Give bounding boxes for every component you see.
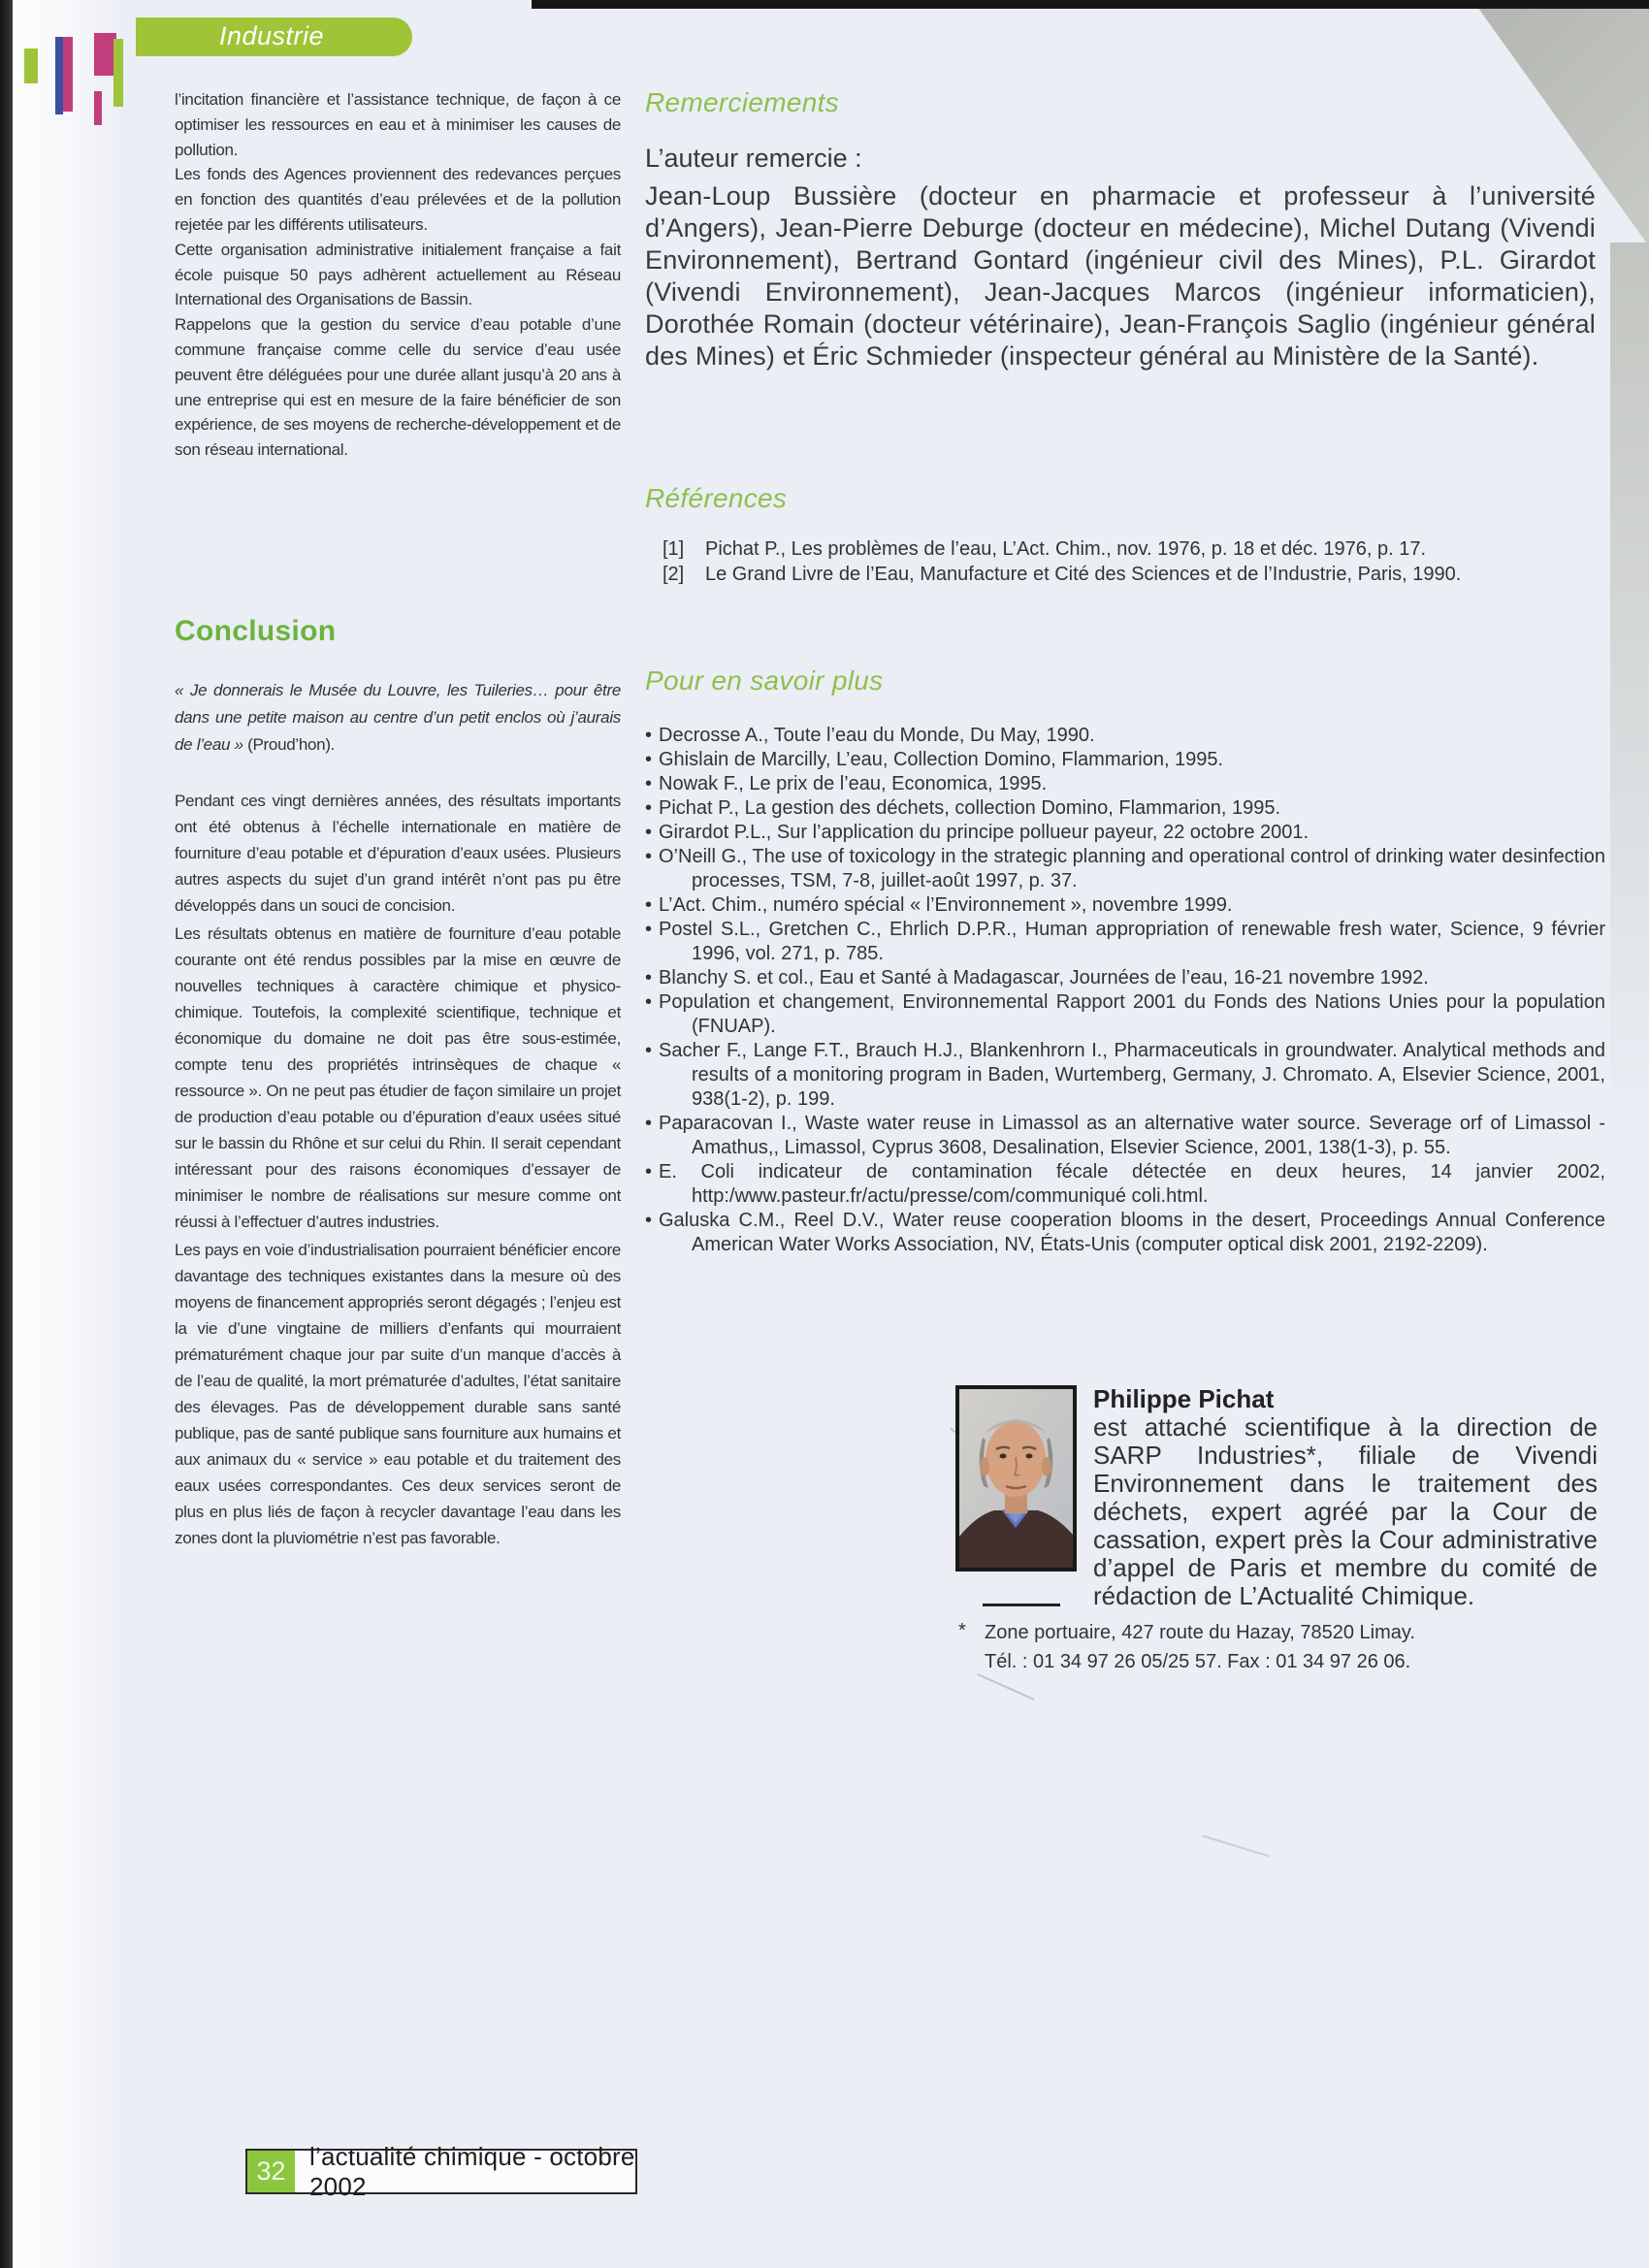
quote-attribution: (Proud’hon). [242, 735, 336, 754]
bullet-icon: • [645, 919, 653, 940]
conclusion-quote [175, 677, 621, 759]
decorative-bar-green [24, 49, 38, 83]
bio-line: déchets, expert agréé par la Cour de [1093, 1497, 1598, 1526]
bullet-icon: • [645, 1161, 653, 1183]
paragraph: Cette organisation administrative initialement française a fait école puisque 50 pays adhèrent actuellement au Réseau International des Organisations de Bassin. [175, 240, 621, 309]
bio-line: rédaction de L’Actualité Chimique. [1093, 1581, 1475, 1610]
bullet-icon: • [645, 991, 653, 1013]
bio-line: SARP Industries*, filiale de Vivendi [1093, 1441, 1598, 1470]
paragraph: Les résultats obtenus en matière de fourniture d’eau potable courante ont été rendus possibles par la mise en œuvre de nouvelles techniques à caractère chimique et physico-chimique. Toutefois, la complexité scientifique, technique et économique du domaine ne doit pas être sous-estimée, compte tenu des propriétés intrinsèques de chaque « ressource ». On ne peut pas étudier de façon similaire un projet de production d’eau potable ou d’épuration d’eaux usées situé sur le bassin du Rhône et sur celui du Rhin. Il serait cependant intéressant pour des raisons économiques d’essayer de minimiser le nombre de réalisations sur mesure comme ont réussi à l’effectuer d’autres industries. [175, 924, 621, 1231]
list-item [645, 821, 1605, 845]
author-bio [1093, 1385, 1598, 1610]
paragraph: Les fonds des Agences proviennent des redevances perçues en fonction des quantités d’eau prélevées et de la pollution rejetée par les différents utilisateurs. [175, 165, 621, 234]
reference-number: [2] [663, 564, 685, 585]
list-item [645, 845, 1605, 893]
paragraph: Pendant ces vingt dernières années, des résultats importants ont été obtenus à l’échelle internationale en matière de fourniture d’eau potable et d’épuration d’eaux usées. Plusieurs autres aspects du sujet d’un grand intérêt n’ont pas pu être développés dans un souci de concision. [175, 792, 621, 915]
list-item [645, 1112, 1605, 1160]
references-list [645, 537, 1600, 588]
bio-line: d’appel de Paris et membre du comité de [1093, 1553, 1598, 1582]
bullet-icon: • [645, 749, 653, 770]
scan-right-shadow [1610, 243, 1649, 1135]
footnote-address: Zone portuaire, 427 route du Hazay, 78520 Limay. [985, 1622, 1415, 1643]
scan-top-edge [532, 0, 1649, 9]
savoir-plus-list [645, 724, 1605, 1257]
author-name: Philippe Pichat [1093, 1385, 1275, 1413]
list-item-text: Population et changement, Environnemental Rapport 2001 du Fonds des Nations Unies pour la population (FNUAP). [659, 991, 1605, 1037]
list-item-text: Blanchy S. et col., Eau et Santé à Madagascar, Journées de l’eau, 16-21 novembre 1992. [659, 967, 1429, 988]
footnote-asterisk: * [958, 1620, 966, 1641]
scan-scratch [977, 1673, 1034, 1701]
references-heading: Références [645, 483, 788, 513]
reference-text: Le Grand Livre de l’Eau, Manufacture et Cité des Sciences et de l’Industrie, Paris, 1990. [705, 564, 1462, 585]
list-item-text: Pichat P., La gestion des déchets, collection Domino, Flammarion, 1995. [659, 797, 1281, 819]
decorative-bar-pink [63, 37, 73, 112]
conclusion-body [175, 788, 621, 1551]
list-item [645, 1039, 1605, 1112]
page-footer [245, 2141, 637, 2201]
list-item [645, 1160, 1605, 1209]
decorative-bar-green [113, 39, 123, 107]
left-column-intro [175, 87, 621, 463]
decorative-bar-pink [94, 91, 102, 125]
journal-title: l’actualité chimique - octobre 2002 [309, 2141, 635, 2201]
savoir-plus-heading: Pour en savoir plus [645, 665, 884, 696]
section-tab-industrie [136, 17, 412, 56]
bullet-icon: • [645, 1113, 653, 1134]
bullet-icon: • [645, 725, 653, 746]
author-portrait-illustration [959, 1389, 1073, 1568]
remerciements-intro: L’auteur remercie : [645, 144, 862, 173]
list-item-text: Paparacovan I., Waste water reuse in Limassol as an alternative water source. Severage orf of Limassol - Amathus,, Limassol, Cyprus 3608, Desalination, Elsevier Science, 2001, 138(1-3), p. 55. [659, 1113, 1605, 1158]
list-item [645, 966, 1605, 990]
list-item-text: L’Act. Chim., numéro spécial « l’Environnement », novembre 1999. [659, 894, 1233, 916]
page-curl-highlight [13, 0, 124, 2268]
list-item [645, 724, 1605, 748]
bio-line: Environnement dans le traitement des [1093, 1469, 1598, 1498]
bullet-icon: • [645, 846, 653, 867]
list-item-text: E. Coli indicateur de contamination fécale détectée en deux heures, 14 janvier 2002, http:/www.pasteur.fr/actu/presse/com/communiqué coli.html. [659, 1161, 1605, 1207]
bullet-icon: • [645, 1210, 653, 1231]
reference-number: [1] [663, 538, 685, 560]
scan-scratch [1202, 1835, 1269, 1858]
page-number-badge: 32 [247, 2151, 295, 2192]
list-item-text: Nowak F., Le prix de l’eau, Economica, 1995. [659, 773, 1048, 794]
list-item-text: Girardot P.L., Sur l’application du principe pollueur payeur, 22 octobre 2001. [659, 822, 1310, 843]
bullet-icon: • [645, 797, 653, 819]
reference-item [645, 537, 1600, 562]
address-footnote [958, 1618, 1599, 1676]
footnote-phone: Tél. : 01 34 97 26 05/25 57. Fax : 01 34 97 26 06. [985, 1651, 1411, 1672]
reference-text: Pichat P., Les problèmes de l’eau, L’Act. Chim., nov. 1976, p. 18 et déc. 1976, p. 17. [705, 538, 1427, 560]
bullet-icon: • [645, 773, 653, 794]
footnote-rule [983, 1604, 1060, 1606]
paragraph: l’incitation financière et l’assistance technique, de façon à ce optimiser les ressources en eau et à minimiser les causes de pollution. [175, 90, 621, 159]
reference-item [645, 563, 1600, 587]
author-photo [955, 1385, 1077, 1571]
list-item-text: Postel S.L., Gretchen C., Ehrlich D.P.R., Human appropriation of renewable fresh water, Science, 9 février 1996, vol. 271, p. 785. [659, 919, 1605, 964]
bio-line: cassation, expert près la Cour administrative [1093, 1525, 1598, 1554]
list-item [645, 796, 1605, 821]
list-item [645, 748, 1605, 772]
bio-line: est attaché scientifique à la direction de [1093, 1412, 1598, 1442]
quote-text: « Je donnerais le Musée du Louvre, les Tuileries… pour être dans une petite maison au centre d’un petit enclos où j’aurais de l’eau » [175, 681, 621, 754]
list-item [645, 772, 1605, 796]
list-item-text: Ghislain de Marcilly, L’eau, Collection Domino, Flammarion, 1995. [659, 749, 1224, 770]
list-item-text: O’Neill G., The use of toxicology in the strategic planning and operational control of drinking water desinfection processes, TSM, 7-8, juillet-août 1997, p. 37. [659, 846, 1605, 891]
bullet-icon: • [645, 822, 653, 843]
bullet-icon: • [645, 967, 653, 988]
list-item [645, 990, 1605, 1039]
decorative-bar-blue [55, 37, 63, 114]
bullet-icon: • [645, 1040, 653, 1061]
paragraph: Les pays en voie d’industrialisation pourraient bénéficier encore davantage des techniques existantes dans la mesure où des moyens de financement appropriés seront dégagés ; l’enjeu est la vie d’une vingtaine de milliers d’enfants qui mourraient prématurément chaque jour par suite d’un manque d’accès à de l’eau de qualité, la mort prématurée d’adultes, l’état sanitaire des élevages. Pas de développement durable sans santé publique, pas de santé publique sans fourniture aux humains et aux animaux du « service » eau potable et du traitement des eaux usées correspondantes. Ces deux services seront de plus en plus liés de façon à recycler davantage l’eau dans les zones dont la pluviométrie n’est pas favorable. [175, 1241, 621, 1547]
list-item [645, 918, 1605, 966]
scan-left-edge [0, 0, 13, 2268]
conclusion-heading: Conclusion [175, 615, 337, 647]
paragraph: Rappelons que la gestion du service d’eau potable d’une commune française comme celle du service d’eau usée peuvent être déléguées pour une durée allant jusqu’à 20 ans à une entreprise qui est en mesure de la faire bénéficier de son expérience, de ses moyens de recherche-développement et de son réseau international. [175, 315, 621, 460]
section-tab-label: Industrie [219, 21, 325, 50]
remerciements-heading: Remerciements [645, 87, 839, 117]
list-item [645, 1209, 1605, 1257]
list-item [645, 893, 1605, 918]
list-item-text: Decrosse A., Toute l’eau du Monde, Du May, 1990. [659, 725, 1095, 746]
remerciements-body: Jean-Loup Bussière (docteur en pharmacie et professeur à l’université d’Angers), Jean-Pierre Deburge (docteur en médecine), Michel Dutang (Vivendi Environnement), Bertrand Gontard (ingénieur civil des Mines), P.L. Girardot (Vivendi Environnement), Jean-Jacques Marcos (ingénieur informaticien), Dorothée Romain (docteur vétérinaire), Jean-François Saglio (ingénieur général des Mines) et Éric Schmieder (inspecteur général au Ministère de la Santé). [645, 181, 1596, 371]
list-item-text: Galuska C.M., Reel D.V., Water reuse cooperation blooms in the desert, Proceedings Annual Conference American Water Works Association, NV, États-Unis (computer optical disk 2001, 2192-2209). [659, 1210, 1605, 1255]
bullet-icon: • [645, 894, 653, 916]
list-item-text: Sacher F., Lange F.T., Brauch H.J., Blankenhrorn I., Pharmaceuticals in groundwater. Analytical methods and results of a monitoring program in Baden, Wurtemberg, Germany, J. Chromato. A, Elsevier Science, 2001, 938(1-2), p. 199. [659, 1040, 1605, 1110]
